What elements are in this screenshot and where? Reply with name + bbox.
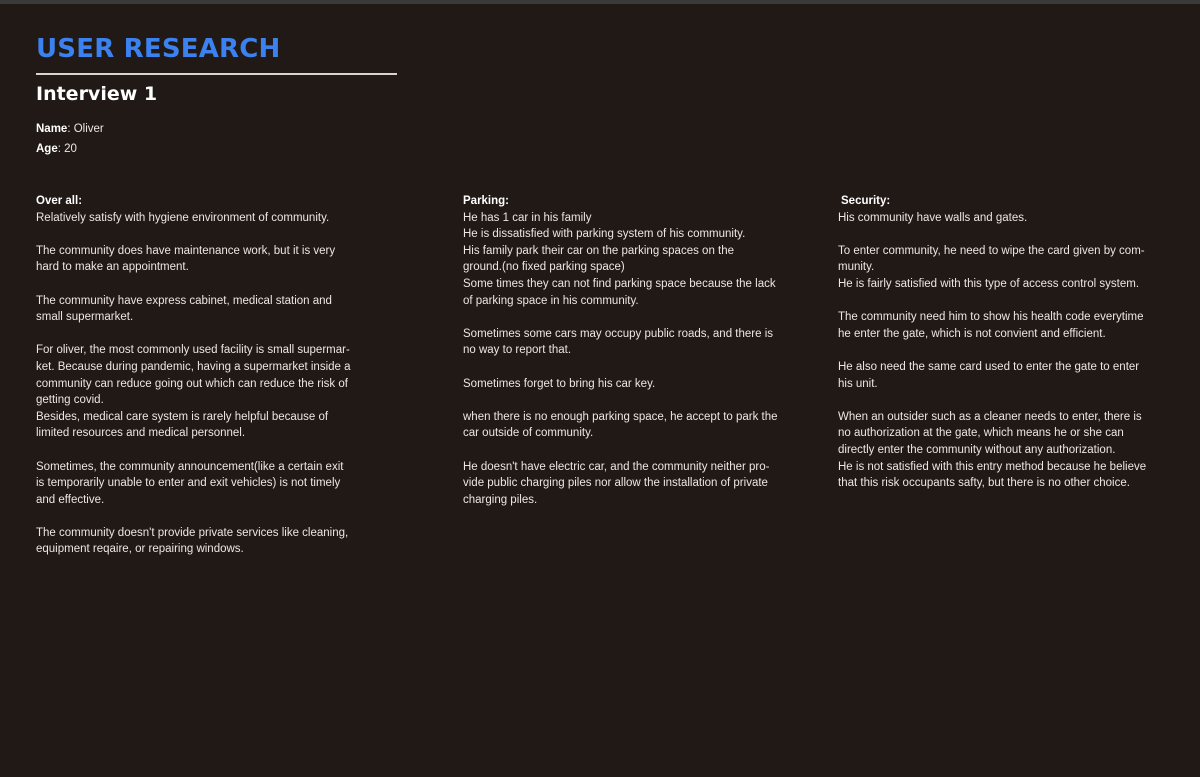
paragraph-spacer bbox=[838, 293, 1178, 310]
paragraph-spacer bbox=[463, 442, 803, 459]
text-line: Sometimes forget to bring his car key. bbox=[463, 377, 656, 390]
age-value: 20 bbox=[64, 143, 77, 155]
text-line: The community doesn't provide private services like cleaning, bbox=[36, 526, 349, 539]
column-heading-security: Security: bbox=[841, 195, 891, 207]
text-line: Besides, medical care system is rarely helpful because of bbox=[36, 410, 329, 423]
text-line: His family park their car on the parking spaces on the bbox=[463, 244, 735, 257]
name-value: Oliver bbox=[73, 123, 104, 135]
text-line: His community have walls and gates. bbox=[838, 211, 1028, 224]
text-line: hard to make an appointment. bbox=[36, 261, 189, 274]
paragraph-spacer bbox=[36, 276, 381, 293]
text-line: When an outsider such as a cleaner needs to enter, there is bbox=[838, 410, 1142, 423]
paragraph-spacer bbox=[463, 309, 803, 326]
text-line: He doesn't have electric car, and the community neither pro- bbox=[463, 460, 770, 473]
text-line: when there is no enough parking space, he accept to park the bbox=[463, 410, 778, 423]
text-line: his unit. bbox=[838, 377, 878, 390]
text-line: The community does have maintenance work, but it is very bbox=[36, 244, 336, 257]
text-line: Sometimes, the community announcement(like a certain exit bbox=[36, 460, 344, 473]
text-line: getting covid. bbox=[36, 394, 104, 407]
text-line: The community have express cabinet, medical station and bbox=[36, 294, 332, 307]
page-title: USER RESEARCH bbox=[36, 34, 281, 64]
paragraph-spacer bbox=[36, 508, 381, 525]
text-line: He is dissatisfied with parking system of his community. bbox=[463, 228, 746, 241]
text-line: He has 1 car in his family bbox=[463, 211, 592, 224]
text-line: He also need the same card used to enter the gate to enter bbox=[838, 360, 1140, 373]
column-body-overall bbox=[36, 210, 381, 558]
paragraph-spacer bbox=[838, 342, 1178, 359]
title-divider bbox=[36, 73, 397, 75]
text-line: limited resources and medical personnel. bbox=[36, 427, 246, 440]
text-line: equipment reqaire, or repairing windows. bbox=[36, 543, 244, 556]
column-body-security bbox=[838, 210, 1178, 492]
text-line: The community need him to show his health code everytime bbox=[838, 311, 1144, 324]
column-body-parking bbox=[463, 210, 803, 509]
text-line: Relatively satisfy with hygiene environment of community. bbox=[36, 211, 330, 224]
name-label: Name bbox=[36, 123, 68, 135]
profile-name: Name: Oliver bbox=[36, 123, 104, 135]
paragraph-spacer bbox=[838, 392, 1178, 409]
text-line: charging piles. bbox=[463, 493, 538, 506]
column-overall bbox=[36, 193, 381, 558]
paragraph-spacer bbox=[838, 226, 1178, 243]
text-line: munity. bbox=[838, 261, 875, 274]
text-line: small supermarket. bbox=[36, 311, 134, 324]
column-parking bbox=[463, 193, 803, 508]
text-line: Sometimes some cars may occupy public roads, and there is bbox=[463, 327, 773, 340]
interview-title: Interview 1 bbox=[36, 83, 158, 105]
age-label: Age bbox=[36, 143, 58, 155]
text-line: and effective. bbox=[36, 493, 105, 506]
text-line: For oliver, the most commonly used facility is small supermar- bbox=[36, 344, 350, 357]
column-heading-overall: Over all: bbox=[36, 195, 83, 207]
text-line: To enter community, he need to wipe the card given by com- bbox=[838, 244, 1145, 257]
text-line: community can reduce going out which can reduce the risk of bbox=[36, 377, 348, 390]
text-line: ket. Because during pandemic, having a supermarket inside a bbox=[36, 360, 351, 373]
paragraph-spacer bbox=[463, 359, 803, 376]
text-line: of parking space in his community. bbox=[463, 294, 639, 307]
paragraph-spacer bbox=[36, 226, 381, 243]
text-line: He is fairly satisfied with this type of access control system. bbox=[838, 277, 1140, 290]
profile-age: Age: 20 bbox=[36, 143, 77, 155]
column-heading-parking: Parking: bbox=[463, 195, 510, 207]
window-top-strip bbox=[0, 0, 1200, 4]
text-line: is temporarily unable to enter and exit vehicles) is not timely bbox=[36, 477, 341, 490]
paragraph-spacer bbox=[36, 326, 381, 343]
paragraph-spacer bbox=[36, 442, 381, 459]
text-line: no authorization at the gate, which means he or she can bbox=[838, 427, 1124, 440]
text-line: no way to report that. bbox=[463, 344, 572, 357]
text-line: Some times they can not find parking space because the lack bbox=[463, 277, 776, 290]
column-security bbox=[838, 193, 1178, 492]
text-line: he enter the gate, which is not convient and efficient. bbox=[838, 327, 1106, 340]
paragraph-spacer bbox=[463, 392, 803, 409]
text-line: directly enter the community without any authorization. bbox=[838, 443, 1116, 456]
text-line: ground.(no fixed parking space) bbox=[463, 261, 625, 274]
text-line: that this risk occupants safty, but there is no other choice. bbox=[838, 477, 1130, 490]
text-line: He is not satisfied with this entry method because he believe bbox=[838, 460, 1147, 473]
text-line: vide public charging piles nor allow the installation of private bbox=[463, 477, 768, 490]
text-line: car outside of community. bbox=[463, 427, 594, 440]
